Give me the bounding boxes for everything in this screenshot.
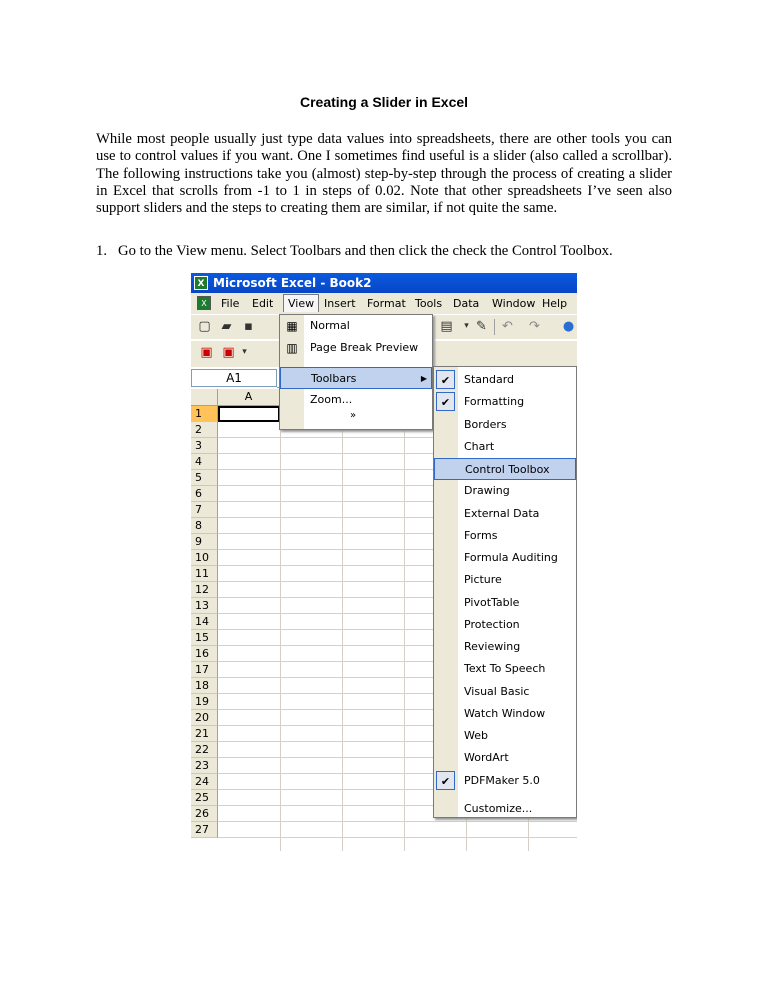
row-header[interactable]: 2 xyxy=(191,422,218,438)
toolbar-option-label: Text To Speech xyxy=(464,662,546,676)
toolbar-option-forms[interactable] xyxy=(434,525,576,547)
row-header[interactable]: 21 xyxy=(191,726,218,742)
menu-tools[interactable]: Tools xyxy=(415,297,443,310)
toolbar-option-label: Borders xyxy=(464,417,507,431)
checkbox-empty xyxy=(436,415,455,434)
select-all-corner[interactable] xyxy=(191,389,218,406)
window-title: Microsoft Excel - Book2 xyxy=(213,276,372,290)
row-header[interactable]: 3 xyxy=(191,438,218,454)
toolbar-option-label: Reviewing xyxy=(464,640,521,653)
checkbox-empty xyxy=(436,748,455,767)
open-folder-icon[interactable]: ▰ xyxy=(221,319,232,334)
pdf-dropdown-icon[interactable]: ▾ xyxy=(242,347,247,357)
row-header[interactable]: 16 xyxy=(191,646,218,662)
workbook-icon[interactable]: X xyxy=(197,296,211,310)
toolbar-option-label: Protection xyxy=(464,617,520,631)
view-menu xyxy=(279,314,433,430)
toolbar-option-formula-auditing[interactable] xyxy=(434,547,576,569)
row-header[interactable]: 9 xyxy=(191,534,218,550)
toolbar-option-label: Visual Basic xyxy=(464,684,530,698)
toolbar-option-wordart[interactable] xyxy=(434,747,576,769)
row-header[interactable]: 8 xyxy=(191,518,218,534)
step-number: 1. xyxy=(96,243,108,259)
excel-app-icon: X xyxy=(194,276,208,290)
toolbar-option-watch-window[interactable] xyxy=(434,703,576,725)
toolbar-option-control-toolbox[interactable] xyxy=(434,458,576,480)
row-header[interactable]: 1 xyxy=(191,406,218,422)
toolbar-option-label: Customize... xyxy=(464,801,533,815)
checkmark-icon: ✔ xyxy=(436,392,455,411)
view-menu-label: Zoom... xyxy=(310,393,353,406)
checkbox-empty xyxy=(436,615,455,634)
menu-window[interactable]: Window xyxy=(492,297,536,310)
toolbar-option-protection[interactable] xyxy=(434,614,576,636)
checkbox-empty xyxy=(436,548,455,567)
toolbar-option-label: Forms xyxy=(464,528,498,542)
format-painter-icon[interactable]: ✎ xyxy=(476,319,487,334)
worksheet-row[interactable] xyxy=(218,822,577,838)
row-header[interactable]: 25 xyxy=(191,790,218,806)
toolbar-option-text-to-speech[interactable] xyxy=(434,658,576,680)
toolbar-option-picture[interactable] xyxy=(434,569,576,591)
toolbar-option-visual-basic[interactable] xyxy=(434,681,576,703)
toolbar-option-label: Formula Auditing xyxy=(464,551,558,564)
pdf-convert-icon[interactable]: ▣ xyxy=(200,345,213,360)
view-menu-item-normal[interactable] xyxy=(280,315,432,337)
toolbar-option-label: Picture xyxy=(464,573,502,587)
intro-paragraph: While most people usually just type data values into spreadsheets, there are other tools you can use to control values if you want. One I sometimes find useful is a slider (also called a scrollbar). The following instructions take you (almost) step-by-step through the process of creating a slider in Excel that scrolls from -1 to 1 in steps of 0.02. Note that other spreadsheets I’ve seen also support sliders and the steps to creating them are similar, if not quite the same. xyxy=(96,131,672,217)
toolbar-option-borders[interactable] xyxy=(434,414,576,436)
excel-title-bar xyxy=(191,273,577,293)
menu-bar xyxy=(191,293,577,314)
toolbars-submenu xyxy=(433,366,577,818)
row-header[interactable]: 7 xyxy=(191,502,218,518)
row-header[interactable]: 5 xyxy=(191,470,218,486)
undo-icon[interactable]: ↶ xyxy=(502,319,513,334)
toolbar-option-reviewing[interactable] xyxy=(434,636,576,658)
row-header[interactable]: 6 xyxy=(191,486,218,502)
expand-menu-icon[interactable]: » xyxy=(350,410,357,421)
checkbox-empty xyxy=(436,437,455,456)
checkbox-empty xyxy=(436,526,455,545)
checkbox-empty xyxy=(436,726,455,745)
row-header[interactable]: 15 xyxy=(191,630,218,646)
save-icon[interactable]: ▪ xyxy=(244,319,253,334)
view-menu-item-toolbars[interactable] xyxy=(280,367,432,389)
checkbox-empty xyxy=(436,659,455,678)
checkmark-icon: ✔ xyxy=(436,771,455,790)
row-header[interactable]: 12 xyxy=(191,582,218,598)
checkmark-icon: ✔ xyxy=(436,370,455,389)
dropdown-arrow-icon[interactable]: ▾ xyxy=(464,321,469,331)
menu-insert[interactable]: Insert xyxy=(324,297,356,310)
toolbar-option-chart[interactable] xyxy=(434,436,576,458)
checkbox-empty xyxy=(437,460,456,479)
row-header[interactable]: 19 xyxy=(191,694,218,710)
row-header[interactable]: 20 xyxy=(191,710,218,726)
active-cell-a1[interactable] xyxy=(218,406,280,422)
menu-data[interactable]: Data xyxy=(453,297,480,310)
toolbar-option-pivottable[interactable] xyxy=(434,592,576,614)
checkbox-empty xyxy=(436,799,455,818)
submenu-arrow-icon: ▶ xyxy=(420,374,427,383)
toolbar-option-label: Watch Window xyxy=(464,706,546,720)
step-text: Go to the View menu. Select Toolbars and then click the check the Control Toolbox. xyxy=(118,243,613,259)
menu-format[interactable]: Format xyxy=(367,297,406,310)
name-box[interactable]: A1 xyxy=(191,369,277,387)
row-header[interactable]: 24 xyxy=(191,774,218,790)
row-header[interactable]: 18 xyxy=(191,678,218,694)
view-menu-label: Page Break Preview xyxy=(310,341,419,354)
excel-screenshot xyxy=(191,273,577,851)
toolbar-option-formatting[interactable] xyxy=(434,391,576,413)
menu-help[interactable]: Help xyxy=(542,297,568,310)
toolbar-option-label: Web xyxy=(464,729,488,742)
checkbox-empty xyxy=(436,704,455,723)
menu-file[interactable]: File xyxy=(221,297,240,310)
pdf-email-icon[interactable]: ▣ xyxy=(222,345,235,360)
row-header[interactable]: 23 xyxy=(191,758,218,774)
step-1 xyxy=(96,243,736,260)
view-menu-label: Normal xyxy=(310,319,350,332)
toolbar-option-label: Control Toolbox xyxy=(465,463,550,476)
toolbar-option-web[interactable] xyxy=(434,725,576,747)
grid-icon: ▦ xyxy=(286,319,298,333)
toolbar-option-external-data[interactable] xyxy=(434,503,576,525)
redo-icon[interactable]: ↷ xyxy=(529,319,540,334)
row-header[interactable]: 14 xyxy=(191,614,218,630)
menu-view[interactable]: View xyxy=(283,294,319,312)
toolbar-option-customize[interactable] xyxy=(434,798,576,820)
toolbar-option-label: Standard xyxy=(464,373,515,386)
checkbox-empty xyxy=(436,593,455,612)
toolbar-option-pdfmaker-5-0[interactable] xyxy=(434,770,576,792)
view-menu-item-zoom[interactable] xyxy=(280,389,432,411)
toolbar-option-label: Drawing xyxy=(464,484,510,498)
column-header-a[interactable]: A xyxy=(218,389,280,406)
menu-edit[interactable]: Edit xyxy=(252,297,274,310)
checkbox-empty xyxy=(436,481,455,500)
toolbar-separator xyxy=(494,319,495,335)
globe-icon[interactable]: ● xyxy=(562,319,575,334)
page-icon: ▥ xyxy=(286,341,298,355)
row-header[interactable]: 11 xyxy=(191,566,218,582)
row-header[interactable]: 27 xyxy=(191,822,218,838)
checkbox-empty xyxy=(436,682,455,701)
toolbar-option-standard[interactable] xyxy=(434,369,576,391)
toolbar-option-drawing[interactable] xyxy=(434,480,576,502)
toolbar-option-label: External Data xyxy=(464,506,540,520)
row-header[interactable]: 26 xyxy=(191,806,218,822)
row-header[interactable]: 4 xyxy=(191,454,218,470)
row-header[interactable]: 22 xyxy=(191,742,218,758)
view-menu-label: Toolbars xyxy=(311,372,357,385)
checkbox-empty xyxy=(436,504,455,523)
paste-icon[interactable]: ▤ xyxy=(440,319,453,334)
toolbar-option-label: PivotTable xyxy=(464,595,520,609)
view-menu-item-page-break-preview[interactable] xyxy=(280,337,432,359)
document-title: Creating a Slider in Excel xyxy=(299,94,469,110)
checkbox-empty xyxy=(436,637,455,656)
toolbar-option-label: WordArt xyxy=(464,751,509,765)
new-document-icon[interactable]: ▢ xyxy=(198,319,211,334)
toolbar-option-label: PDFMaker 5.0 xyxy=(464,773,540,787)
checkbox-empty xyxy=(436,570,455,589)
toolbar-option-label: Chart xyxy=(464,439,495,453)
row-header[interactable]: 10 xyxy=(191,550,218,566)
row-header[interactable]: 17 xyxy=(191,662,218,678)
row-header[interactable]: 13 xyxy=(191,598,218,614)
toolbar-option-label: Formatting xyxy=(464,395,525,409)
